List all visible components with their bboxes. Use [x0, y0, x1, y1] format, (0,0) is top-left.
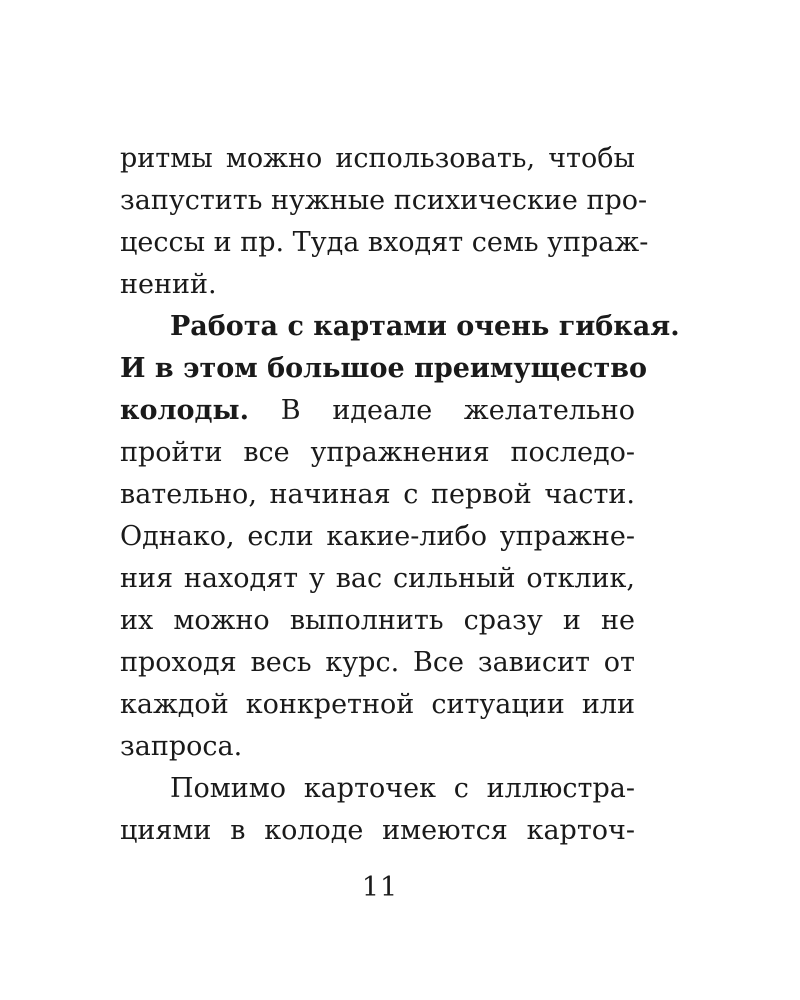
paragraph-2-line-3-rest: В идеале желательно [249, 395, 635, 426]
paragraph-1-line-2: запустить нужные психические про- [120, 185, 648, 216]
paragraph-2-line-6: Однако, если какие-либо упражне- [120, 521, 635, 552]
page-number: 11 [361, 872, 399, 903]
paragraph-2-line-2: И в этом большое преимущество [120, 353, 648, 384]
paragraph-2-line-1: Работа с картами очень гибкая. [170, 311, 680, 342]
paragraph-3-line-1: Помимо карточек с иллюстра- [170, 773, 635, 804]
paragraph-1-line-4: нений. [120, 269, 217, 300]
paragraph-3-line-2: циями в колоде имеются карточ- [120, 815, 635, 846]
emphasis-text: колоды. [120, 395, 250, 426]
paragraph-1-line-1: ритмы можно использовать, чтобы [120, 143, 635, 174]
paragraph-2-line-3 [120, 390, 635, 432]
paragraph-2-line-8: их можно выполнить сразу и не [120, 605, 635, 636]
paragraph-2-line-11: запроса. [120, 731, 243, 762]
paragraph-2-line-10: каждой конкретной ситуации или [120, 689, 635, 720]
paragraph-2-line-7: ния находят у вас сильный отклик, [120, 563, 635, 594]
paragraph-2-line-9: проходя весь курс. Все зависит от [120, 647, 635, 678]
paragraph-1-line-3: цессы и пр. Туда входят семь упраж- [120, 227, 649, 258]
body-text [120, 138, 680, 852]
paragraph-2-line-4: пройти все упражнения последо- [120, 437, 635, 468]
paragraph-2-line-5: вательно, начиная с первой части. [120, 479, 635, 510]
